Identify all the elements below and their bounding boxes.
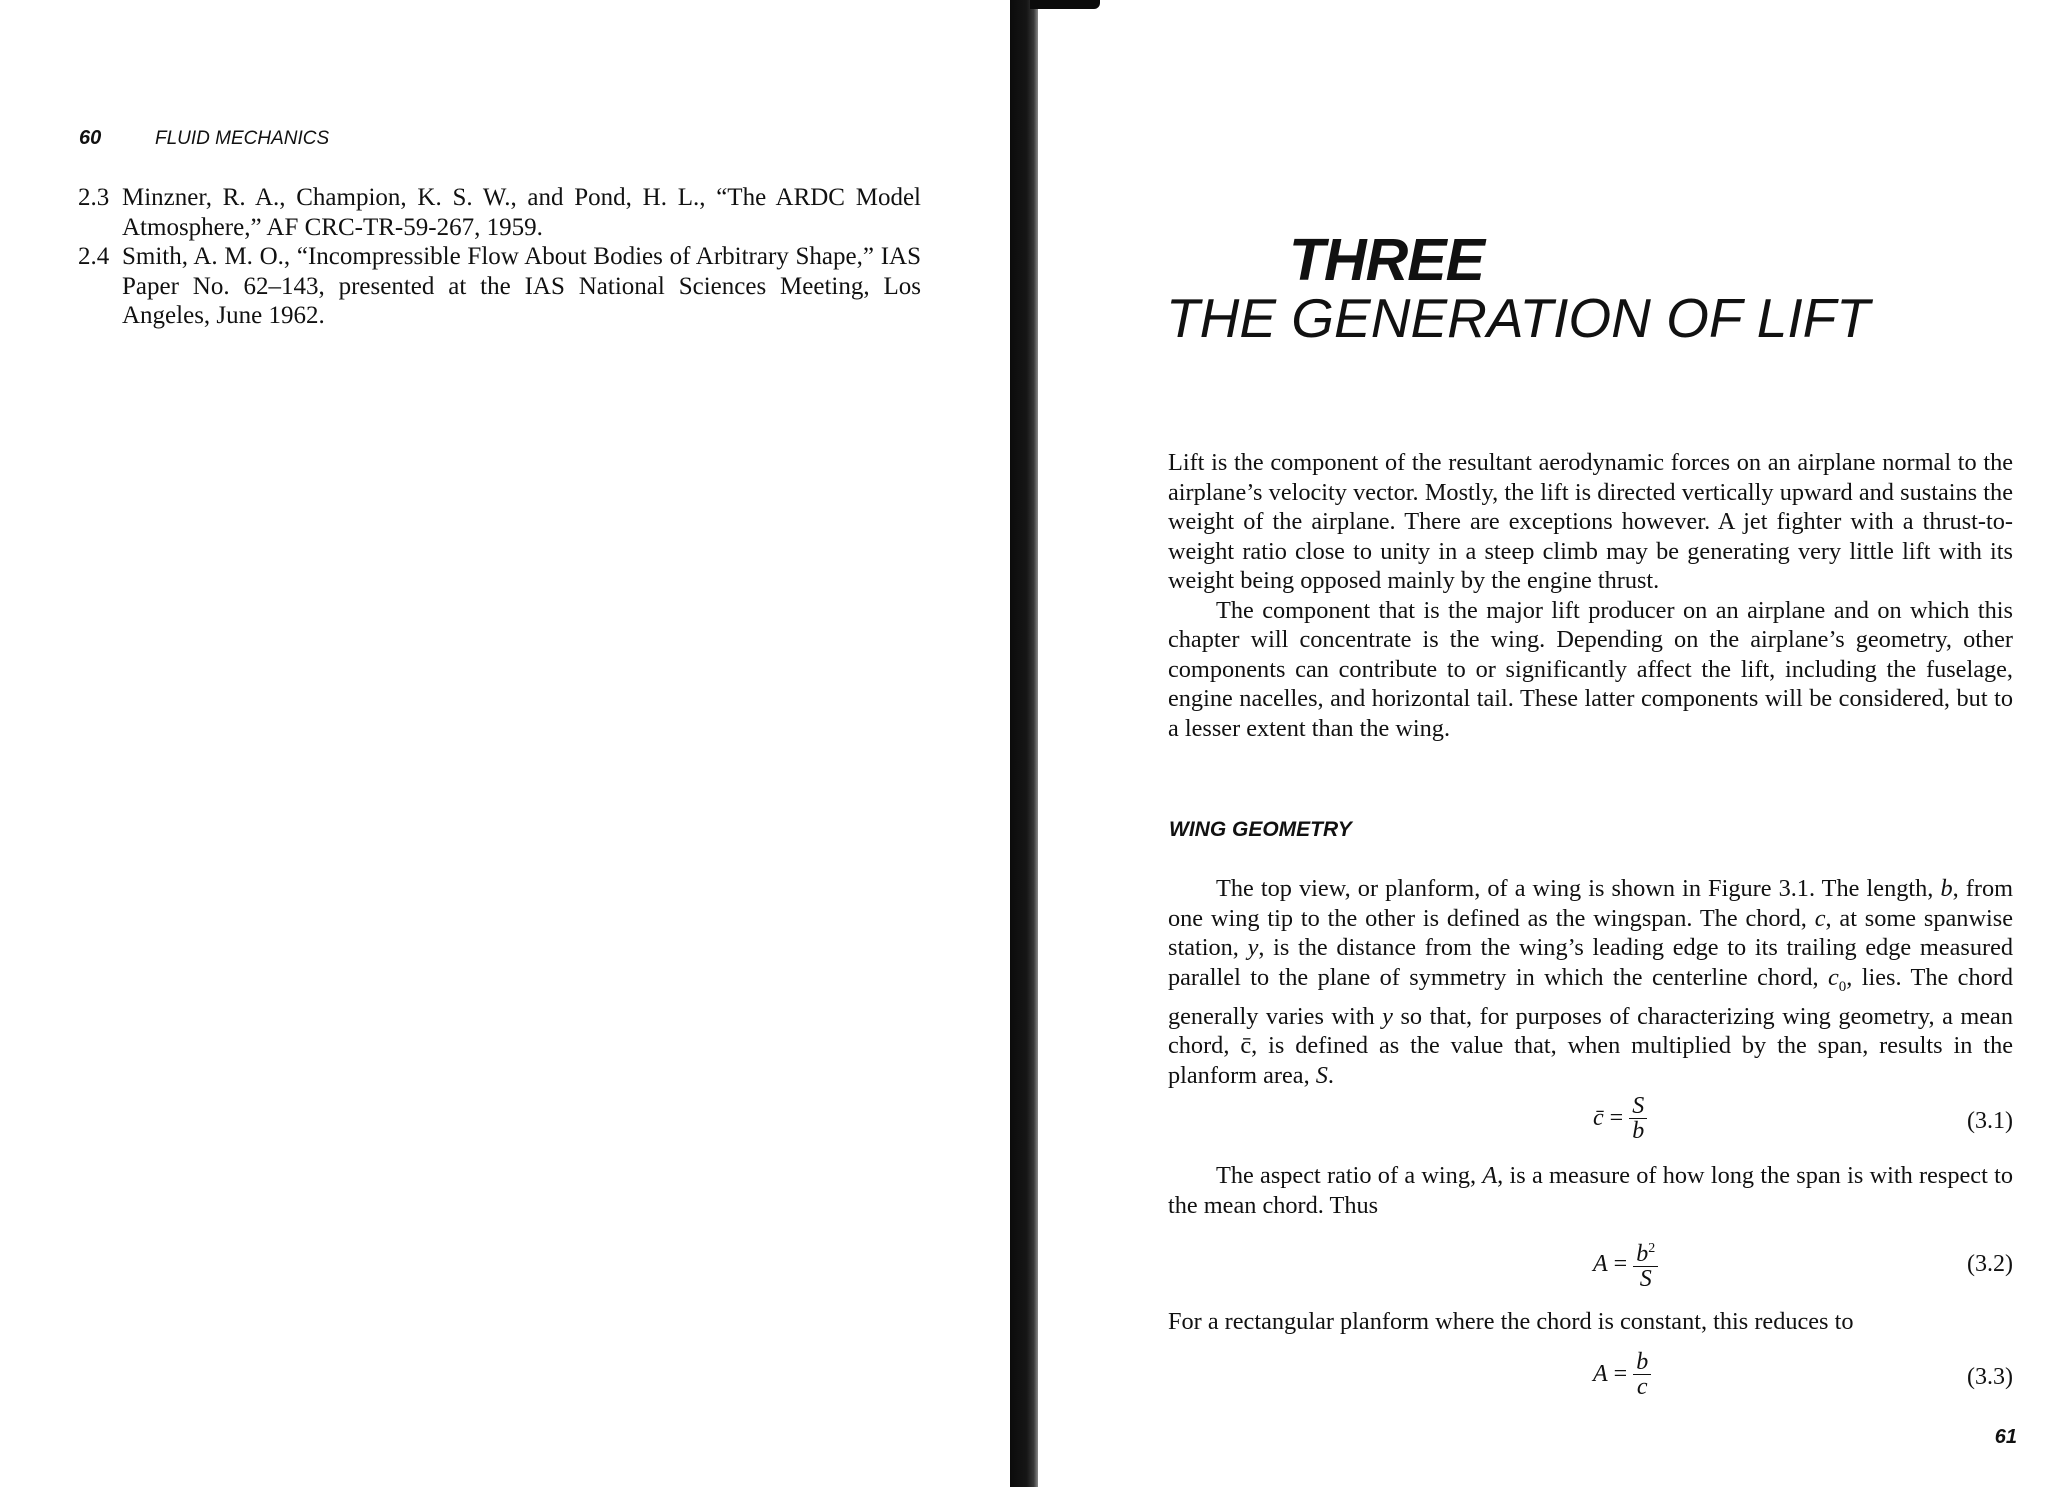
right-page xyxy=(1038,0,2048,1487)
page-number-right: 61 xyxy=(1994,1426,2017,1448)
left-page xyxy=(0,0,1010,1487)
intro-text xyxy=(1168,448,2013,743)
reference-number: 2.3 xyxy=(78,184,110,211)
paragraph: The aspect ratio of a wing, A, is a measure of how long the span is with respect to the mean chord. Thus xyxy=(1168,1162,2014,1219)
running-head-title: FLUID MECHANICS xyxy=(155,128,330,149)
equation-3-1 xyxy=(1168,1094,2013,1154)
paragraph: The component that is the major lift producer on an airplane and on which this chapter will concentrate is the wing. Depending on the airplane’s geometry, other components can contribute to or significantly affect the lift, including the fuselage, engine nacelles, and horizontal tail. These latter components will be considered, but to a lesser extent than the wing. xyxy=(1168,596,2013,742)
fraction: $\frac{b}{c}$ xyxy=(1633,1350,1651,1399)
equation-3-2 xyxy=(1168,1237,2013,1297)
references-list xyxy=(78,183,921,331)
reference-item xyxy=(78,242,921,331)
fraction: $\frac{b^2}{S}$ xyxy=(1633,1237,1658,1291)
reference-text: Minzner, R. A., Champion, K. S. W., and Pond, H. L., “The ARDC Model Atmosphere,” AF CRC-TR-59-267, 1959. xyxy=(122,184,921,241)
section-heading: WING GEOMETRY xyxy=(1169,818,1352,841)
reference-item xyxy=(78,183,921,242)
equation-3-3 xyxy=(1168,1350,2013,1410)
chapter-number: THREE xyxy=(1289,227,1484,293)
equation-formula: c̄ = $\frac{S}{b}$ xyxy=(1593,1094,1647,1143)
page-number-left: 60 xyxy=(79,127,102,149)
paragraph: Lift is the component of the resultant aerodynamic forces on an airplane normal to the airplane’s velocity vector. Mostly, the lift is directed vertically upward and sustains the weight of the airplane. There are exceptions however. A jet fighter with a thrust-to-weight ratio close to unity in a steep climb may be generating very little lift with its weight being opposed mainly by the engine thrust. xyxy=(1168,449,2013,594)
wing-geometry-text xyxy=(1168,874,2013,1090)
equation-number: (3.3) xyxy=(1967,1364,2013,1390)
reference-number: 2.4 xyxy=(78,243,110,270)
rectangular-planform-text xyxy=(1168,1307,2013,1337)
paragraph: The top view, or planform, of a wing is shown in Figure 3.1. The length, b, from one wing tip to the other is defined as the wingspan. The chord, c, at some spanwise station, y, is the distance from the wing’s leading edge to its trailing edge measured parallel to the plane of symmetry in which the centerline chord, $c_0$, lies. The chord generally varies with y so that, for purposes of characterizing wing geometry, a mean chord, c̄, is defined as the value that, when multiplied by the span, results in the planform area, S. xyxy=(1168,875,2013,1089)
aspect-ratio-text xyxy=(1168,1161,2013,1220)
equation-formula: A = $\frac{b}{c}$ xyxy=(1593,1350,1651,1399)
equation-number: (3.1) xyxy=(1967,1108,2013,1134)
running-head xyxy=(79,127,329,150)
reference-text: Smith, A. M. O., “Incompressible Flow About Bodies of Arbitrary Shape,” IAS Paper No. 62–143, presented at the IAS National Sciences Meeting, Los Angeles, June 1962. xyxy=(122,243,921,329)
fraction: $\frac{S}{b}$ xyxy=(1629,1094,1647,1143)
binding-gutter xyxy=(1010,0,1038,1487)
equation-number: (3.2) xyxy=(1967,1251,2013,1277)
equation-formula: A = $\frac{b^2}{S}$ xyxy=(1593,1237,1658,1291)
chapter-title: THE GENERATION OF LIFT xyxy=(1166,287,1870,349)
paragraph: For a rectangular planform where the chord is constant, this reduces to xyxy=(1168,1308,1854,1335)
